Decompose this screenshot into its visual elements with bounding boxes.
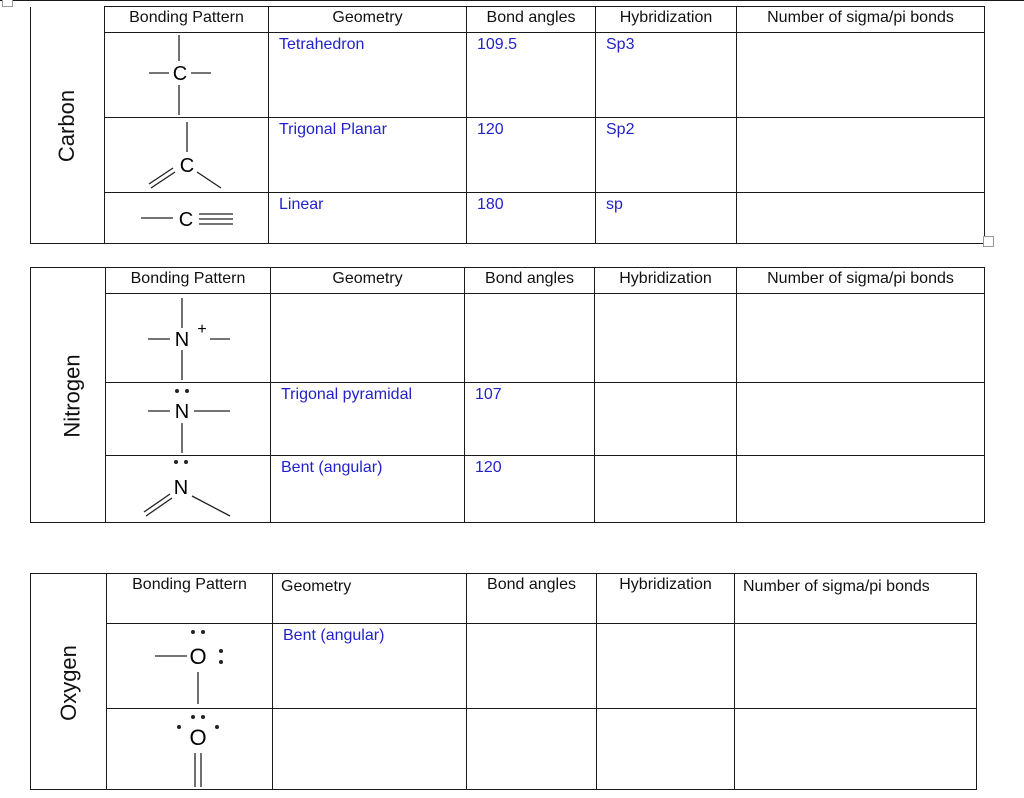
- atom-label: C: [178, 209, 194, 231]
- resize-handle-top[interactable]: [2, 0, 13, 7]
- nitrogen-side-label: Nitrogen: [31, 268, 106, 523]
- carbon-sp-structure: [105, 193, 269, 243]
- carbon-sp3-structure: [105, 33, 269, 117]
- header-hybridization: Hybridization: [596, 7, 737, 33]
- table-row: [31, 294, 985, 383]
- oxygen-side-label: Oxygen: [31, 574, 107, 790]
- sigma-pi-cell[interactable]: [737, 118, 985, 193]
- structure-cell: [106, 456, 271, 523]
- angle-cell[interactable]: [467, 709, 597, 790]
- sigma-pi-cell[interactable]: [737, 294, 985, 383]
- top-edge: [0, 0, 1024, 5]
- hybrid-cell[interactable]: sp: [596, 193, 737, 244]
- angle-cell[interactable]: [465, 294, 595, 383]
- structure-cell: [105, 118, 269, 193]
- header-sigma-pi: Number of sigma/pi bonds: [735, 574, 977, 624]
- table-row: [31, 33, 985, 118]
- angle-cell[interactable]: 120: [465, 456, 595, 523]
- table-row: [31, 709, 977, 790]
- atom-label: C: [179, 155, 195, 177]
- sigma-pi-cell[interactable]: [737, 383, 985, 456]
- hybrid-cell[interactable]: [597, 624, 735, 709]
- hybrid-cell[interactable]: [595, 456, 737, 523]
- atom-label: O: [189, 725, 207, 750]
- header-bonding-pattern: Bonding Pattern: [107, 574, 273, 624]
- structure-cell: [105, 193, 269, 244]
- header-geometry: Geometry: [269, 7, 467, 33]
- structure-cell: [107, 624, 273, 709]
- angle-cell[interactable]: 120: [467, 118, 596, 193]
- geometry-cell[interactable]: [273, 709, 467, 790]
- angle-cell[interactable]: [467, 624, 597, 709]
- header-hybridization: Hybridization: [595, 268, 737, 294]
- geometry-cell[interactable]: Bent (angular): [273, 624, 467, 709]
- table-row: [31, 456, 985, 523]
- hybrid-cell[interactable]: [595, 383, 737, 456]
- header-bond-angles: Bond angles: [465, 268, 595, 294]
- atom-label: N: [174, 401, 190, 423]
- charge-label: +: [197, 321, 207, 338]
- table-row: [31, 624, 977, 709]
- hybrid-cell[interactable]: [597, 709, 735, 790]
- nitrogen-table: [30, 267, 985, 523]
- sigma-pi-cell[interactable]: [735, 709, 977, 790]
- header-geometry: Geometry: [271, 268, 465, 294]
- structure-cell: [107, 709, 273, 790]
- sigma-pi-cell[interactable]: [737, 456, 985, 523]
- geometry-cell[interactable]: Linear: [269, 193, 467, 244]
- resize-handle-right[interactable]: [983, 236, 994, 247]
- structure-cell: [106, 383, 271, 456]
- oxygen-carbonyl-structure: [107, 709, 273, 789]
- header-bonding-pattern: Bonding Pattern: [106, 268, 271, 294]
- carbon-table: [30, 6, 985, 244]
- header-bond-angles: Bond angles: [467, 574, 597, 624]
- hybrid-cell[interactable]: Sp3: [596, 33, 737, 118]
- nitrogen-cation-structure: [106, 294, 271, 382]
- header-hybridization: Hybridization: [597, 574, 735, 624]
- structure-cell: [105, 33, 269, 118]
- geometry-cell[interactable]: [271, 294, 465, 383]
- geometry-cell[interactable]: Bent (angular): [271, 456, 465, 523]
- carbon-sp2-structure: [105, 118, 269, 192]
- oxygen-table: [30, 573, 977, 790]
- hybrid-cell[interactable]: [595, 294, 737, 383]
- header-bonding-pattern: Bonding Pattern: [105, 7, 269, 33]
- sigma-pi-cell[interactable]: [737, 193, 985, 244]
- angle-cell[interactable]: 107: [465, 383, 595, 456]
- header-sigma-pi: Number of sigma/pi bonds: [737, 268, 985, 294]
- nitrogen-amine-structure: [106, 383, 271, 455]
- sigma-pi-cell[interactable]: [737, 33, 985, 118]
- angle-cell[interactable]: 109.5: [467, 33, 596, 118]
- header-sigma-pi: Number of sigma/pi bonds: [737, 7, 985, 33]
- sigma-pi-cell[interactable]: [735, 624, 977, 709]
- structure-cell: [106, 294, 271, 383]
- atom-label: C: [172, 63, 188, 85]
- angle-cell[interactable]: 180: [467, 193, 596, 244]
- geometry-cell[interactable]: Trigonal Planar: [269, 118, 467, 193]
- geometry-cell[interactable]: Tetrahedron: [269, 33, 467, 118]
- header-bond-angles: Bond angles: [467, 7, 596, 33]
- table-row: [31, 118, 985, 193]
- oxygen-ether-structure: [107, 624, 273, 708]
- carbon-side-label: Carbon: [31, 7, 105, 244]
- table-row: [31, 383, 985, 456]
- nitrogen-imine-structure: [106, 456, 271, 522]
- header-geometry: Geometry: [273, 574, 467, 624]
- geometry-cell[interactable]: Trigonal pyramidal: [271, 383, 465, 456]
- atom-label: N: [173, 477, 189, 499]
- atom-label: O: [189, 644, 207, 669]
- table-row: [31, 193, 985, 244]
- hybrid-cell[interactable]: Sp2: [596, 118, 737, 193]
- atom-label: N: [174, 329, 190, 351]
